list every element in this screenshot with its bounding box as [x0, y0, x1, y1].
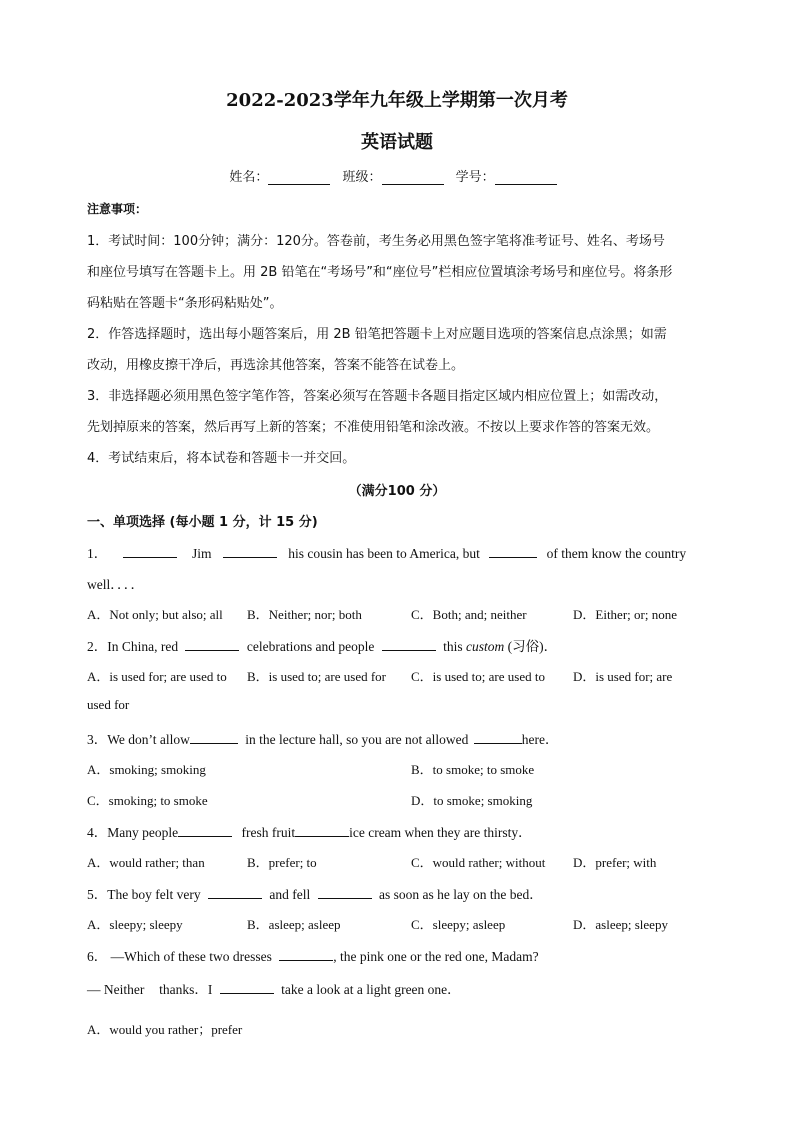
q6-blank-2 — [220, 981, 274, 994]
q4-text-1: 4．Many people — [87, 825, 179, 840]
q2-text-1: 2．In China, red — [87, 639, 179, 654]
question-5 — [87, 883, 707, 903]
exam-title: 2022-2023学年九年级上学期第一次月考 — [226, 90, 568, 111]
note-2b: 改动，用橡皮擦干净后，再选涂其他答案，答案不能答在试卷上。 — [87, 358, 465, 373]
q1-text-1: Jim — [192, 546, 212, 561]
q2-custom-word: custom — [465, 639, 505, 654]
student-info-row — [0, 166, 794, 185]
q1-blank-2 — [223, 545, 277, 558]
note-4: 4．考试结束后，将本试卷和答题卡一并交回。 — [87, 451, 356, 466]
question-3 — [87, 728, 707, 748]
q3-option-d[interactable]: D．to smoke; smoking — [411, 793, 533, 808]
name-field[interactable] — [268, 170, 330, 185]
q5-text-1: 5．The boy felt very — [87, 887, 201, 902]
q4-blank-2 — [295, 824, 349, 837]
q1-option-c[interactable]: C．Both; and; neither — [411, 607, 527, 622]
q1-option-d[interactable]: D．Either; or; none — [573, 607, 677, 622]
q1-number: 1． — [87, 546, 108, 561]
q1-text-2: his cousin has been to America, but — [288, 546, 480, 561]
question-1 — [87, 542, 707, 562]
q6-text-2: , the pink one or the red one, Madam? — [333, 949, 539, 964]
note-3a: 3．非选择题必须用黑色签字笔作答，答案必须写在答题卡各题目指定区域内相应位置上；如需改动， — [87, 389, 668, 404]
q1-text-3: of them know the country — [546, 546, 687, 561]
q3-text-2: in the lecture hall, so you are not allowed — [245, 732, 469, 747]
section-1-heading: 一、单项选择 (每小题 1 分，计 15 分) — [87, 515, 318, 530]
q2-text-2: celebrations and people — [246, 639, 375, 654]
q2-option-c[interactable]: C．is used to; are used to — [411, 669, 545, 684]
q6-blank-1 — [279, 948, 333, 961]
q2-option-a[interactable]: A．is used for; are used to — [87, 669, 227, 684]
q4-text-3: ice cream when they are thirsty． — [349, 825, 532, 840]
question-2 — [87, 635, 707, 655]
q2-text-4: (习俗)． — [507, 639, 558, 654]
q5-option-b[interactable]: B．asleep; asleep — [247, 917, 341, 932]
q3-option-c[interactable]: C．smoking; to smoke — [87, 793, 208, 808]
q4-option-b[interactable]: B．prefer; to — [247, 855, 317, 870]
q2-blank-2 — [382, 638, 436, 651]
q6-text-1: 6． —Which of these two dresses — [87, 949, 272, 964]
q4-text-2: fresh fruit — [241, 825, 296, 840]
q6-option-a[interactable]: A．would you rather；prefer — [87, 1022, 243, 1037]
q5-blank-2 — [318, 886, 372, 899]
q5-text-2: and fell — [269, 887, 311, 902]
q3-blank-2 — [474, 731, 522, 744]
q6-text-5: take a look at a light green one． — [281, 982, 461, 997]
question-4 — [87, 821, 707, 841]
class-field[interactable] — [382, 170, 444, 185]
q2-option-b[interactable]: B．is used to; are used for — [247, 669, 387, 684]
q1-blank-3 — [489, 545, 537, 558]
note-1c: 码粘贴在答题卡“条形码粘贴处”。 — [87, 296, 283, 311]
id-label: 学号： — [455, 170, 495, 185]
q1-option-b[interactable]: B．Neither; nor; both — [247, 607, 362, 622]
q4-option-d[interactable]: D．prefer; with — [573, 855, 657, 870]
q4-option-a[interactable]: A．would rather; than — [87, 855, 205, 870]
q2-option-d[interactable]: D．is used for; are — [573, 669, 673, 684]
q1-text-4: well．．．． — [87, 577, 144, 592]
q1-option-a[interactable]: A．Not only; but also; all — [87, 607, 223, 622]
q4-option-c[interactable]: C．would rather; without — [411, 855, 546, 870]
note-2a: 2．作答选择题时，选出每小题答案后，用 2B 铅笔把答题卡上对应题目选项的答案信息点涂黑；如需 — [87, 327, 667, 342]
id-field[interactable] — [495, 170, 557, 185]
q3-text-1: 3．We don’t allow — [87, 732, 190, 747]
note-1b: 和座位号填写在答题卡上。用 2B 铅笔在“考场号”和“座位号”栏相应位置填涂考场号和座位号。将条形 — [87, 265, 673, 280]
exam-subtitle: 英语试题 — [361, 132, 433, 153]
q5-text-3: as soon as he lay on the bed． — [378, 887, 543, 902]
q5-blank-1 — [208, 886, 262, 899]
q2-option-d-cont: used for — [87, 697, 130, 712]
q6-text-3: — Neither — [87, 982, 145, 997]
q4-blank-1 — [178, 824, 232, 837]
question-6-reply — [87, 978, 707, 998]
note-1a: 1．考试时间：100分钟；满分：120分。答卷前，考生务必用黑色签字笔将准考证号、姓名、考场号 — [87, 234, 665, 249]
q3-option-a[interactable]: A．smoking; smoking — [87, 762, 206, 777]
q3-text-3: here． — [521, 732, 559, 747]
notes-heading: 注意事项： — [87, 202, 148, 216]
note-3b: 先划掉原来的答案，然后再写上新的答案；不准使用铅笔和涂改液。不按以上要求作答的答案无效。 — [87, 420, 660, 435]
q3-blank-1 — [190, 731, 238, 744]
q5-option-d[interactable]: D．asleep; sleepy — [573, 917, 668, 932]
q6-text-4: thanks．I — [159, 982, 213, 997]
question-6 — [87, 945, 707, 965]
class-label: 班级： — [342, 170, 382, 185]
q3-option-b[interactable]: B．to smoke; to smoke — [411, 762, 535, 777]
q5-option-c[interactable]: C．sleepy; asleep — [411, 917, 506, 932]
q5-option-a[interactable]: A．sleepy; sleepy — [87, 917, 183, 932]
q2-blank-1 — [185, 638, 239, 651]
q1-blank-1 — [123, 545, 177, 558]
q2-text-3: this — [443, 639, 463, 654]
name-label: 姓名： — [229, 170, 269, 185]
score-total: （满分100 分） — [348, 484, 446, 499]
